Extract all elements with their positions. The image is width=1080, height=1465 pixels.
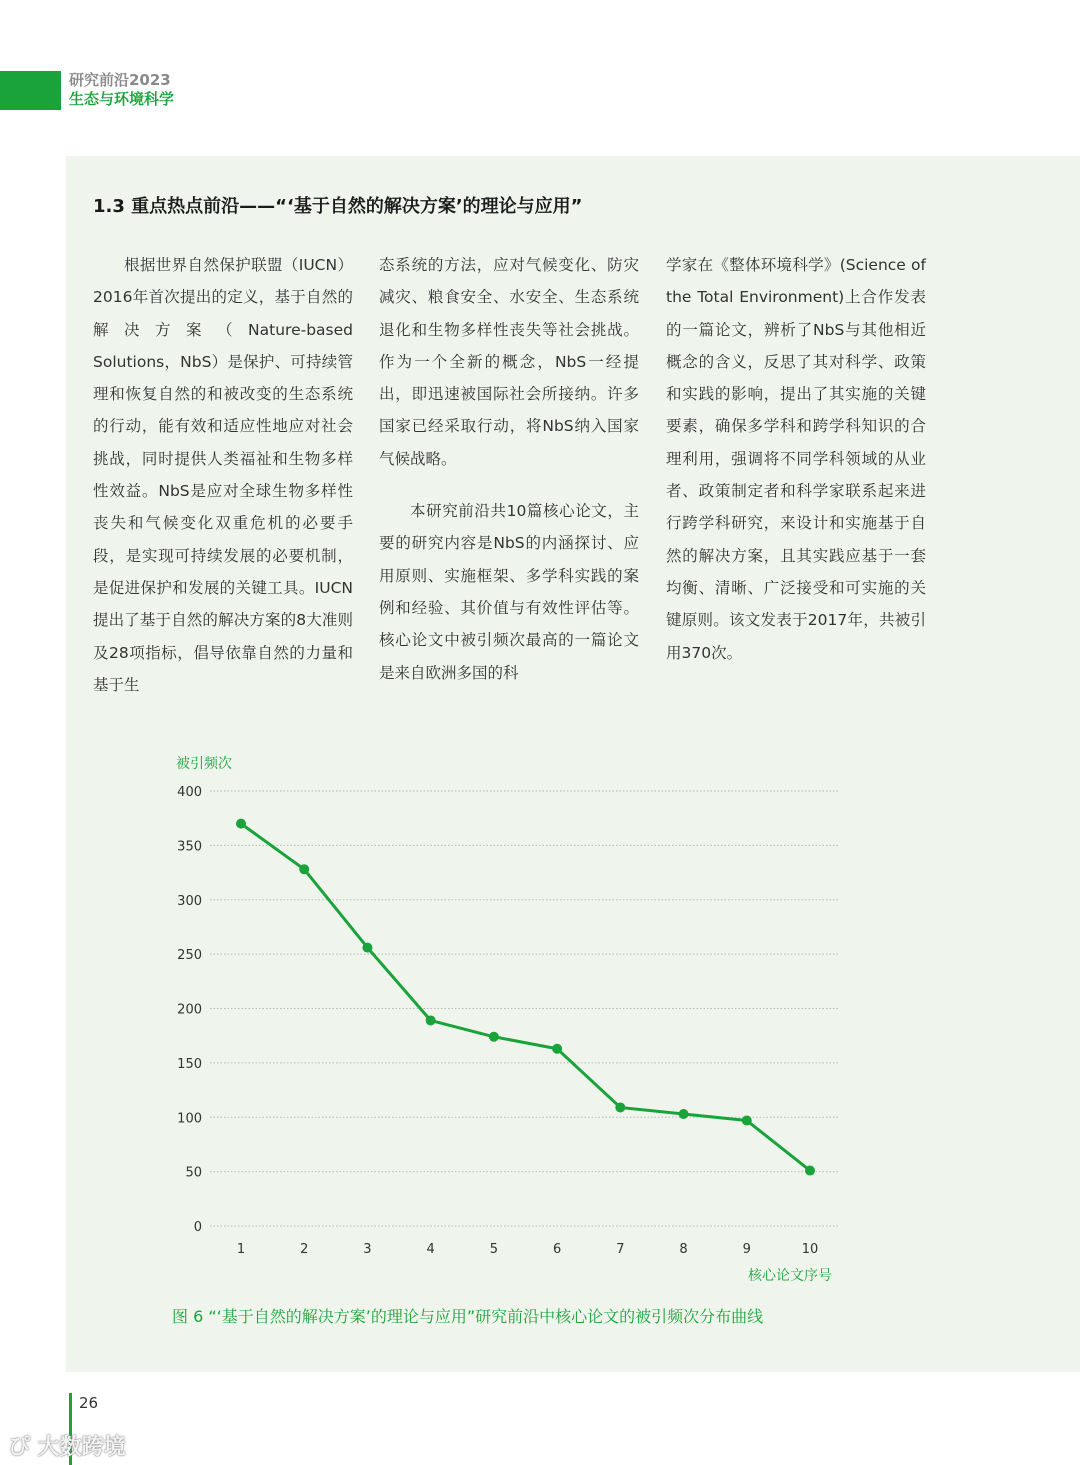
text-column-1 bbox=[93, 249, 353, 701]
x-tick-label: 8 bbox=[679, 1242, 688, 1257]
section-title: 1.3 重点热点前沿——“‘基于自然的解决方案’的理论与应用” bbox=[93, 196, 583, 217]
header-accent-block bbox=[0, 71, 61, 110]
citation-line-chart bbox=[0, 740, 1080, 1300]
y-tick-label: 0 bbox=[193, 1220, 202, 1235]
data-point bbox=[489, 1032, 499, 1042]
text-column-2 bbox=[379, 249, 639, 689]
data-point bbox=[552, 1044, 562, 1054]
x-tick-label: 3 bbox=[363, 1242, 372, 1257]
paragraph: 态系统的方法，应对气候变化、防灾减灾、粮食安全、水安全、生态系统退化和生物多样性丧失等社会挑战。作为一个全新的概念，NbS一经提出，即迅速被国际社会所接纳。许多国家已经采取行动，将NbS纳入国家气候战略。 bbox=[379, 256, 639, 468]
data-point bbox=[236, 819, 246, 829]
x-tick-label: 5 bbox=[489, 1242, 499, 1257]
data-point bbox=[362, 943, 372, 953]
data-point bbox=[615, 1102, 625, 1112]
report-subtitle: 生态与环境科学 bbox=[69, 90, 175, 108]
watermark-logo: ぴ 大数跨境 bbox=[8, 1435, 126, 1460]
figure-caption: 图 6 “‘基于自然的解决方案’的理论与应用”研究前沿中核心论文的被引频次分布曲线 bbox=[172, 1307, 764, 1326]
paragraph: 学家在《整体环境科学》(Science of the Total Environment)上合作发表的一篇论文，辨析了NbS与其他相近概念的含义，反思了其对科学、政策和实践的影响，提出了其实施的关键要素，确保多学科和跨学科知识的合理利用，强调将不同学科领域的从业者、政策制定者和科学家联系起来进行跨学科研究，来设计和实施基于自然的解决方案，且其实践应基于一套均衡、清晰、广泛接受和可实施的关键原则。该文发表于2017年，共被引用370次。 bbox=[666, 256, 926, 662]
x-tick-label: 7 bbox=[616, 1242, 625, 1257]
y-tick-label: 250 bbox=[177, 948, 202, 964]
y-tick-label: 300 bbox=[177, 893, 202, 909]
y-tick-label: 400 bbox=[177, 785, 202, 800]
y-tick-label: 50 bbox=[185, 1165, 202, 1181]
x-tick-label: 4 bbox=[426, 1242, 435, 1257]
data-point bbox=[426, 1015, 436, 1025]
x-axis-label: 核心论文序号 bbox=[748, 1268, 832, 1284]
y-tick-label: 350 bbox=[177, 839, 202, 855]
x-tick-label: 9 bbox=[742, 1242, 751, 1257]
paragraph: 本研究前沿共10篇核心论文，主要的研究内容是NbS的内涵探讨、应用原则、实施框架、多学科实践的案例和经验、其价值与有效性评估等。核心论文中被引频次最高的一篇论文是来自欧洲多国的科 bbox=[379, 502, 639, 682]
y-tick-label: 150 bbox=[177, 1056, 202, 1072]
data-point bbox=[679, 1109, 689, 1119]
x-tick-label: 6 bbox=[552, 1242, 562, 1257]
y-axis-label: 被引频次 bbox=[176, 756, 232, 772]
series-line bbox=[241, 824, 810, 1171]
text-column-3 bbox=[666, 249, 926, 669]
report-title: 研究前沿2023 bbox=[69, 71, 171, 89]
paragraph: 根据世界自然保护联盟（IUCN）2016年首次提出的定义，基于自然的解决方案（Nature-based Solutions，NbS）是保护、可持续管理和恢复自然的和被改变的生态系统的行动，能有效和适应性地应对社会挑战，同时提供人类福祉和生物多样性效益。NbS是应对全球生物多样性丧失和气候变化双重危机的必要手段，是实现可持续发展的必要机制，是促进保护和发展的关键工具。IUCN提出了基于自然的解决方案的8大准则及28项指标，倡导依靠自然的力量和基于生 bbox=[93, 256, 353, 694]
x-tick-label: 2 bbox=[300, 1242, 309, 1257]
data-point bbox=[299, 864, 309, 874]
x-tick-label: 1 bbox=[236, 1242, 246, 1257]
x-tick-label: 10 bbox=[801, 1242, 819, 1257]
y-tick-label: 100 bbox=[177, 1111, 202, 1127]
data-point bbox=[805, 1166, 815, 1176]
page-number: 26 bbox=[79, 1394, 99, 1412]
running-header bbox=[69, 71, 174, 109]
data-point bbox=[742, 1116, 752, 1126]
y-tick-label: 200 bbox=[177, 1002, 202, 1018]
